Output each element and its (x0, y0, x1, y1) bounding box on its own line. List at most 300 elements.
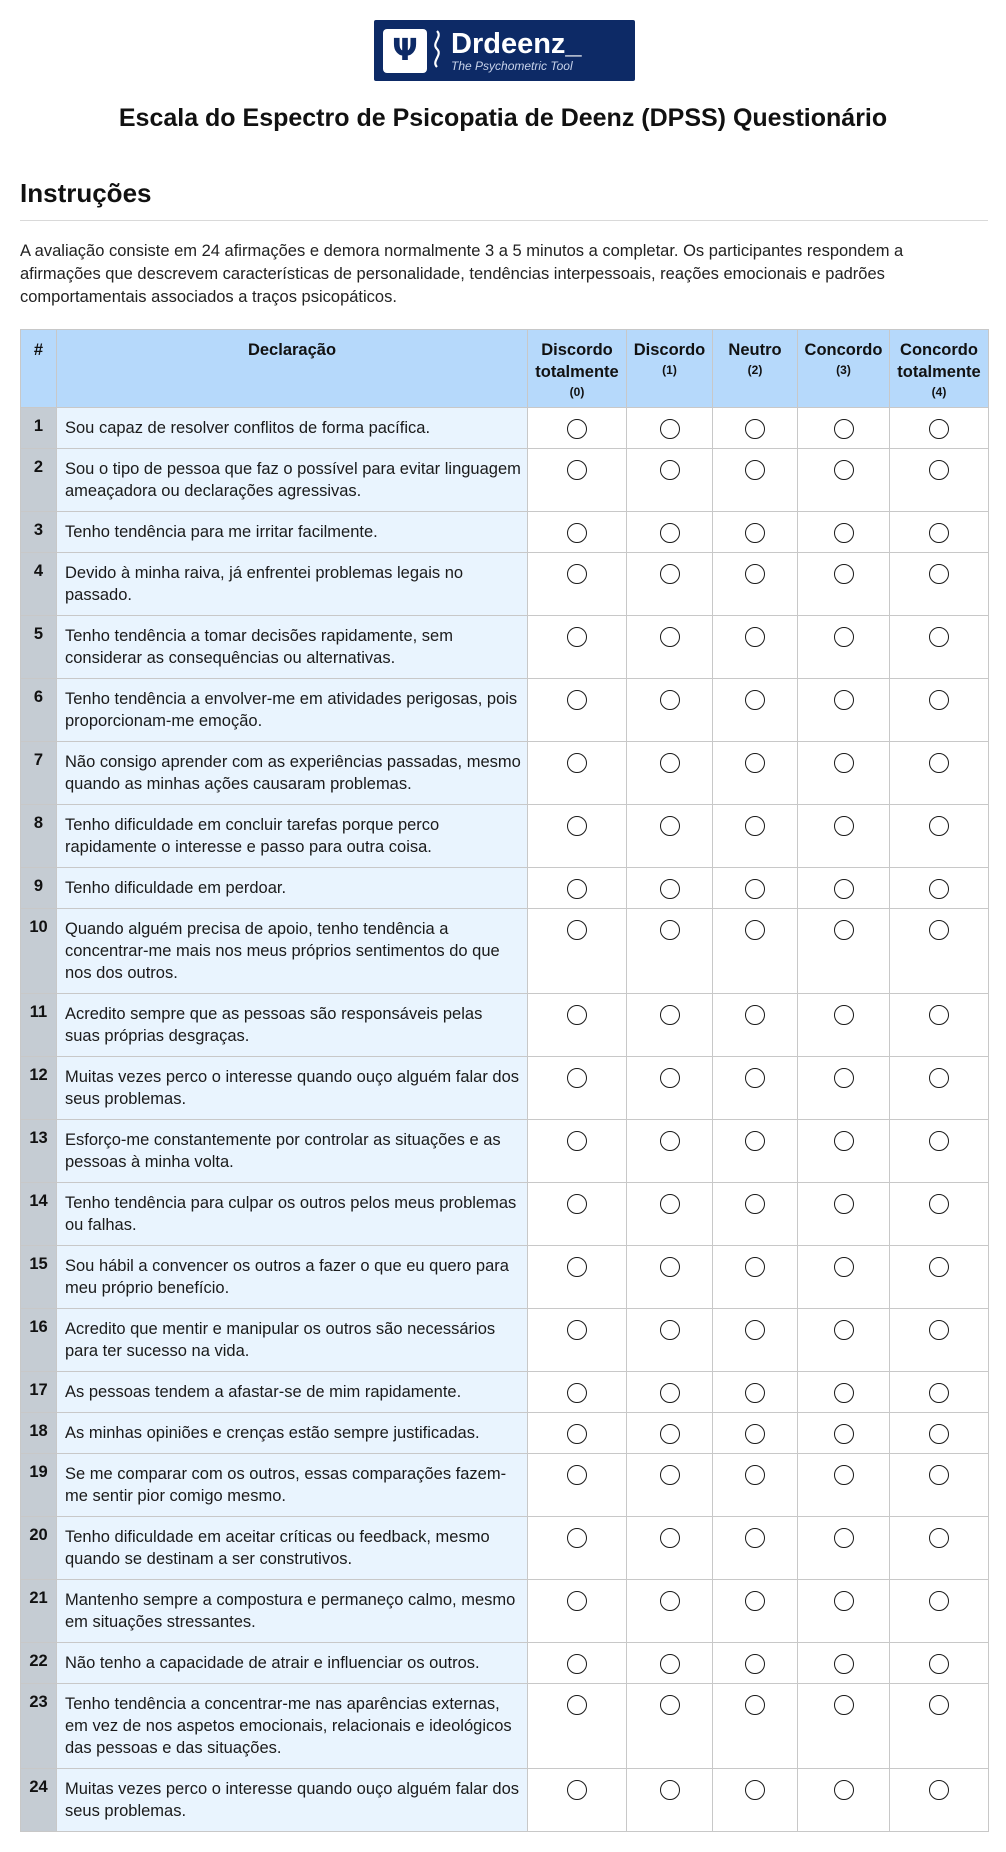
option-cell (798, 1517, 890, 1580)
radio-option-3[interactable] (834, 1194, 854, 1214)
radio-option-4[interactable] (929, 523, 949, 543)
brand-tagline: The Psychometric Tool (451, 58, 573, 73)
option-cell (713, 909, 798, 994)
header-option-2 (713, 330, 798, 408)
header-statement: Declaração (57, 330, 528, 408)
radio-option-3[interactable] (834, 564, 854, 584)
option-cell (890, 679, 989, 742)
row-statement: Se me comparar com os outros, essas comparações fazem-me sentir pior comigo mesmo. (57, 1454, 528, 1517)
radio-option-1[interactable] (660, 1465, 680, 1485)
radio-option-4[interactable] (929, 1131, 949, 1151)
option-cell (528, 553, 627, 616)
table-row (21, 1372, 989, 1413)
radio-option-3[interactable] (834, 1131, 854, 1151)
option-cell (528, 868, 627, 909)
radio-option-1[interactable] (660, 1695, 680, 1715)
row-statement: Mantenho sempre a compostura e permaneço calmo, mesmo em situações stressantes. (57, 1580, 528, 1643)
table-row (21, 868, 989, 909)
option-cell (627, 553, 713, 616)
row-number: 7 (21, 742, 57, 805)
option-cell (528, 679, 627, 742)
radio-option-0[interactable] (567, 816, 587, 836)
radio-option-1[interactable] (660, 1654, 680, 1674)
option-cell (890, 909, 989, 994)
radio-option-1[interactable] (660, 419, 680, 439)
option-cell (713, 679, 798, 742)
table-row (21, 742, 989, 805)
option-cell (890, 868, 989, 909)
option-cell (528, 616, 627, 679)
radio-option-3[interactable] (834, 1320, 854, 1340)
radio-option-2[interactable] (745, 627, 765, 647)
radio-option-0[interactable] (567, 753, 587, 773)
option-cell (713, 994, 798, 1057)
radio-option-4[interactable] (929, 564, 949, 584)
radio-option-3[interactable] (834, 1465, 854, 1485)
radio-option-4[interactable] (929, 1005, 949, 1025)
header-option-label: Discordo totalmente (535, 341, 619, 381)
option-cell (627, 512, 713, 553)
option-cell (627, 868, 713, 909)
radio-option-0[interactable] (567, 1528, 587, 1548)
radio-option-2[interactable] (745, 419, 765, 439)
table-header-row (21, 330, 989, 408)
radio-option-2[interactable] (745, 816, 765, 836)
radio-option-2[interactable] (745, 1424, 765, 1444)
radio-option-1[interactable] (660, 1780, 680, 1800)
row-number: 2 (21, 449, 57, 512)
option-cell (890, 408, 989, 449)
option-cell (627, 449, 713, 512)
option-cell (627, 1057, 713, 1120)
option-cell (798, 742, 890, 805)
radio-option-4[interactable] (929, 627, 949, 647)
option-cell (798, 616, 890, 679)
radio-option-3[interactable] (834, 1383, 854, 1403)
radio-option-4[interactable] (929, 1465, 949, 1485)
radio-option-1[interactable] (660, 1068, 680, 1088)
radio-option-4[interactable] (929, 1654, 949, 1674)
option-cell (890, 1413, 989, 1454)
option-cell (627, 994, 713, 1057)
radio-option-0[interactable] (567, 1591, 587, 1611)
option-cell (627, 1183, 713, 1246)
radio-option-2[interactable] (745, 1068, 765, 1088)
row-statement: Muitas vezes perco o interesse quando ouço alguém falar dos seus problemas. (57, 1769, 528, 1832)
radio-option-2[interactable] (745, 1131, 765, 1151)
radio-option-3[interactable] (834, 753, 854, 773)
radio-option-4[interactable] (929, 419, 949, 439)
row-number: 9 (21, 868, 57, 909)
option-cell (713, 805, 798, 868)
radio-option-3[interactable] (834, 1528, 854, 1548)
row-statement: Tenho tendência para culpar os outros pelos meus problemas ou falhas. (57, 1183, 528, 1246)
header-option-4 (890, 330, 989, 408)
option-cell (798, 994, 890, 1057)
option-cell (627, 1309, 713, 1372)
row-number: 13 (21, 1120, 57, 1183)
option-cell (890, 1183, 989, 1246)
radio-option-3[interactable] (834, 627, 854, 647)
header-number: # (21, 330, 57, 408)
row-number: 5 (21, 616, 57, 679)
radio-option-3[interactable] (834, 419, 854, 439)
radio-option-4[interactable] (929, 1257, 949, 1277)
row-statement: Não tenho a capacidade de atrair e influenciar os outros. (57, 1643, 528, 1684)
option-cell (798, 1057, 890, 1120)
row-number: 8 (21, 805, 57, 868)
radio-option-3[interactable] (834, 1780, 854, 1800)
radio-option-4[interactable] (929, 1194, 949, 1214)
radio-option-4[interactable] (929, 1424, 949, 1444)
header-option-code: (4) (931, 385, 947, 399)
option-cell (713, 1517, 798, 1580)
radio-option-2[interactable] (745, 523, 765, 543)
option-cell (627, 1769, 713, 1832)
header-option-code: (0) (569, 385, 585, 399)
radio-option-4[interactable] (929, 753, 949, 773)
radio-option-0[interactable] (567, 1257, 587, 1277)
table-row (21, 1684, 989, 1769)
radio-option-0[interactable] (567, 1320, 587, 1340)
table-row (21, 679, 989, 742)
option-cell (528, 512, 627, 553)
brand-logo (374, 20, 635, 81)
radio-option-1[interactable] (660, 1528, 680, 1548)
radio-option-0[interactable] (567, 1005, 587, 1025)
table-row (21, 553, 989, 616)
table-row (21, 408, 989, 449)
radio-option-0[interactable] (567, 1695, 587, 1715)
radio-option-1[interactable] (660, 1591, 680, 1611)
option-cell (627, 1580, 713, 1643)
row-statement: Acredito sempre que as pessoas são responsáveis pelas suas próprias desgraças. (57, 994, 528, 1057)
radio-option-4[interactable] (929, 690, 949, 710)
table-row (21, 1769, 989, 1832)
option-cell (713, 1183, 798, 1246)
radio-option-2[interactable] (745, 1780, 765, 1800)
radio-option-0[interactable] (567, 1194, 587, 1214)
option-cell (713, 553, 798, 616)
header-option-label: Concordo totalmente (897, 341, 981, 381)
header-option-label: Concordo (804, 341, 883, 359)
row-number: 10 (21, 909, 57, 994)
radio-option-1[interactable] (660, 1424, 680, 1444)
option-cell (528, 1413, 627, 1454)
radio-option-4[interactable] (929, 1695, 949, 1715)
option-cell (713, 1580, 798, 1643)
row-number: 21 (21, 1580, 57, 1643)
table-row (21, 1580, 989, 1643)
option-cell (627, 616, 713, 679)
option-cell (528, 805, 627, 868)
option-cell (713, 1372, 798, 1413)
row-number: 17 (21, 1372, 57, 1413)
option-cell (890, 449, 989, 512)
radio-option-2[interactable] (745, 1320, 765, 1340)
radio-option-4[interactable] (929, 1780, 949, 1800)
row-number: 11 (21, 994, 57, 1057)
radio-option-1[interactable] (660, 920, 680, 940)
radio-option-1[interactable] (660, 690, 680, 710)
row-number: 1 (21, 408, 57, 449)
option-cell (713, 1454, 798, 1517)
radio-option-0[interactable] (567, 627, 587, 647)
option-cell (627, 408, 713, 449)
radio-option-3[interactable] (834, 1424, 854, 1444)
radio-option-0[interactable] (567, 564, 587, 584)
option-cell (713, 1057, 798, 1120)
radio-option-4[interactable] (929, 1591, 949, 1611)
radio-option-1[interactable] (660, 879, 680, 899)
option-cell (627, 679, 713, 742)
wave-icon (433, 29, 447, 73)
radio-option-4[interactable] (929, 816, 949, 836)
table-row (21, 805, 989, 868)
row-number: 23 (21, 1684, 57, 1769)
option-cell (627, 1372, 713, 1413)
row-statement: Muitas vezes perco o interesse quando ouço alguém falar dos seus problemas. (57, 1057, 528, 1120)
option-cell (798, 1413, 890, 1454)
option-cell (798, 1183, 890, 1246)
row-statement: Tenho tendência a concentrar-me nas aparências externas, em vez de nos aspetos emocionais, relacionais e ideológicos das pessoas e das situações. (57, 1684, 528, 1769)
option-cell (713, 449, 798, 512)
radio-option-0[interactable] (567, 920, 587, 940)
option-cell (713, 1413, 798, 1454)
table-row (21, 1246, 989, 1309)
option-cell (528, 1309, 627, 1372)
page-title: Escala do Espectro de Psicopatia de Deenz (DPSS) Questionário (118, 104, 888, 132)
header-option-code: (3) (836, 363, 851, 377)
option-cell (627, 742, 713, 805)
radio-option-0[interactable] (567, 1383, 587, 1403)
radio-option-1[interactable] (660, 1320, 680, 1340)
row-statement: Tenho dificuldade em aceitar críticas ou feedback, mesmo quando se destinam a ser construtivos. (57, 1517, 528, 1580)
option-cell (798, 553, 890, 616)
radio-option-3[interactable] (834, 920, 854, 940)
radio-option-3[interactable] (834, 1591, 854, 1611)
table-row (21, 1057, 989, 1120)
radio-option-3[interactable] (834, 460, 854, 480)
radio-option-2[interactable] (745, 753, 765, 773)
option-cell (528, 1684, 627, 1769)
radio-option-3[interactable] (834, 1654, 854, 1674)
radio-option-1[interactable] (660, 1131, 680, 1151)
option-cell (713, 1309, 798, 1372)
divider (20, 220, 988, 221)
option-cell (528, 1057, 627, 1120)
radio-option-1[interactable] (660, 523, 680, 543)
header-option-code: (2) (747, 363, 763, 377)
table-row (21, 449, 989, 512)
option-cell (528, 742, 627, 805)
option-cell (713, 1120, 798, 1183)
radio-option-2[interactable] (745, 1465, 765, 1485)
row-statement: Devido à minha raiva, já enfrentei problemas legais no passado. (57, 553, 528, 616)
radio-option-2[interactable] (745, 879, 765, 899)
radio-option-3[interactable] (834, 1695, 854, 1715)
radio-option-2[interactable] (745, 1383, 765, 1403)
radio-option-4[interactable] (929, 920, 949, 940)
option-cell (528, 449, 627, 512)
radio-option-4[interactable] (929, 1320, 949, 1340)
table-body (21, 408, 989, 1832)
row-number: 15 (21, 1246, 57, 1309)
radio-option-1[interactable] (660, 460, 680, 480)
option-cell (890, 1120, 989, 1183)
option-cell (890, 994, 989, 1057)
radio-option-2[interactable] (745, 1005, 765, 1025)
option-cell (627, 1413, 713, 1454)
radio-option-0[interactable] (567, 1654, 587, 1674)
option-cell (798, 1684, 890, 1769)
option-cell (890, 1643, 989, 1684)
option-cell (713, 512, 798, 553)
radio-option-2[interactable] (745, 564, 765, 584)
radio-option-3[interactable] (834, 523, 854, 543)
radio-option-2[interactable] (745, 1257, 765, 1277)
radio-option-1[interactable] (660, 1005, 680, 1025)
radio-option-2[interactable] (745, 920, 765, 940)
radio-option-3[interactable] (834, 816, 854, 836)
radio-option-1[interactable] (660, 816, 680, 836)
option-cell (627, 1643, 713, 1684)
option-cell (713, 616, 798, 679)
header-option-code: (1) (662, 363, 677, 377)
radio-option-3[interactable] (834, 1068, 854, 1088)
radio-option-3[interactable] (834, 1005, 854, 1025)
row-statement: Tenho tendência para me irritar facilmente. (57, 512, 528, 553)
row-statement: Sou hábil a convencer os outros a fazer o que eu quero para meu próprio benefício. (57, 1246, 528, 1309)
header-option-label: Neutro (728, 341, 782, 359)
radio-option-0[interactable] (567, 523, 587, 543)
radio-option-2[interactable] (745, 1695, 765, 1715)
radio-option-2[interactable] (745, 1591, 765, 1611)
row-statement: Sou o tipo de pessoa que faz o possível para evitar linguagem ameaçadora ou declarações agressivas. (57, 449, 528, 512)
option-cell (890, 805, 989, 868)
table-row (21, 512, 989, 553)
option-cell (890, 553, 989, 616)
header-option-label: Discordo (633, 341, 706, 359)
radio-option-3[interactable] (834, 879, 854, 899)
option-cell (890, 1684, 989, 1769)
row-statement: Não consigo aprender com as experiências passadas, mesmo quando as minhas ações causaram problemas. (57, 742, 528, 805)
radio-option-1[interactable] (660, 753, 680, 773)
radio-option-0[interactable] (567, 460, 587, 480)
radio-option-2[interactable] (745, 1194, 765, 1214)
row-number: 12 (21, 1057, 57, 1120)
table-row (21, 1183, 989, 1246)
option-cell (713, 1643, 798, 1684)
option-cell (798, 1769, 890, 1832)
option-cell (713, 868, 798, 909)
table-row (21, 1454, 989, 1517)
row-statement: Acredito que mentir e manipular os outros são necessários para ter sucesso na vida. (57, 1309, 528, 1372)
row-number: 22 (21, 1643, 57, 1684)
row-number: 20 (21, 1517, 57, 1580)
option-cell (890, 1372, 989, 1413)
radio-option-1[interactable] (660, 1257, 680, 1277)
option-cell (528, 1454, 627, 1517)
option-cell (627, 1246, 713, 1309)
radio-option-3[interactable] (834, 1257, 854, 1277)
option-cell (627, 1517, 713, 1580)
radio-option-0[interactable] (567, 1424, 587, 1444)
option-cell (798, 449, 890, 512)
radio-option-1[interactable] (660, 564, 680, 584)
option-cell (627, 1120, 713, 1183)
radio-option-4[interactable] (929, 1528, 949, 1548)
radio-option-2[interactable] (745, 1654, 765, 1674)
option-cell (890, 616, 989, 679)
brand-name: Drdeenz_ (451, 27, 582, 60)
radio-option-0[interactable] (567, 419, 587, 439)
radio-option-1[interactable] (660, 1383, 680, 1403)
table-row (21, 994, 989, 1057)
radio-option-0[interactable] (567, 1780, 587, 1800)
option-cell (627, 1684, 713, 1769)
radio-option-4[interactable] (929, 460, 949, 480)
option-cell (528, 1580, 627, 1643)
row-number: 14 (21, 1183, 57, 1246)
table-row (21, 1643, 989, 1684)
option-cell (798, 1309, 890, 1372)
row-statement: Esforço-me constantemente por controlar as situações e as pessoas à minha volta. (57, 1120, 528, 1183)
option-cell (528, 1120, 627, 1183)
row-statement: Tenho tendência a tomar decisões rapidamente, sem considerar as consequências ou alternativas. (57, 616, 528, 679)
row-number: 3 (21, 512, 57, 553)
option-cell (798, 512, 890, 553)
option-cell (627, 805, 713, 868)
radio-option-0[interactable] (567, 690, 587, 710)
option-cell (890, 1246, 989, 1309)
radio-option-1[interactable] (660, 627, 680, 647)
radio-option-0[interactable] (567, 1131, 587, 1151)
radio-option-4[interactable] (929, 1383, 949, 1403)
row-statement: Sou capaz de resolver conflitos de forma pacífica. (57, 408, 528, 449)
radio-option-3[interactable] (834, 690, 854, 710)
radio-option-0[interactable] (567, 1068, 587, 1088)
radio-option-2[interactable] (745, 690, 765, 710)
header-option-1 (627, 330, 713, 408)
option-cell (798, 1246, 890, 1309)
table-row (21, 909, 989, 994)
option-cell (890, 1309, 989, 1372)
option-cell (627, 909, 713, 994)
radio-option-2[interactable] (745, 1528, 765, 1548)
option-cell (890, 1580, 989, 1643)
questionnaire-table (20, 329, 989, 1832)
option-cell (528, 994, 627, 1057)
option-cell (713, 1684, 798, 1769)
header-option-0 (528, 330, 627, 408)
option-cell (890, 1517, 989, 1580)
option-cell (890, 1454, 989, 1517)
option-cell (798, 909, 890, 994)
table-row (21, 1517, 989, 1580)
radio-option-4[interactable] (929, 1068, 949, 1088)
option-cell (528, 1769, 627, 1832)
radio-option-1[interactable] (660, 1194, 680, 1214)
option-cell (890, 742, 989, 805)
radio-option-4[interactable] (929, 879, 949, 899)
radio-option-0[interactable] (567, 1465, 587, 1485)
radio-option-0[interactable] (567, 879, 587, 899)
radio-option-2[interactable] (745, 460, 765, 480)
row-statement: Tenho tendência a envolver-me em atividades perigosas, pois proporcionam-me emoção. (57, 679, 528, 742)
row-number: 24 (21, 1769, 57, 1832)
option-cell (528, 1246, 627, 1309)
